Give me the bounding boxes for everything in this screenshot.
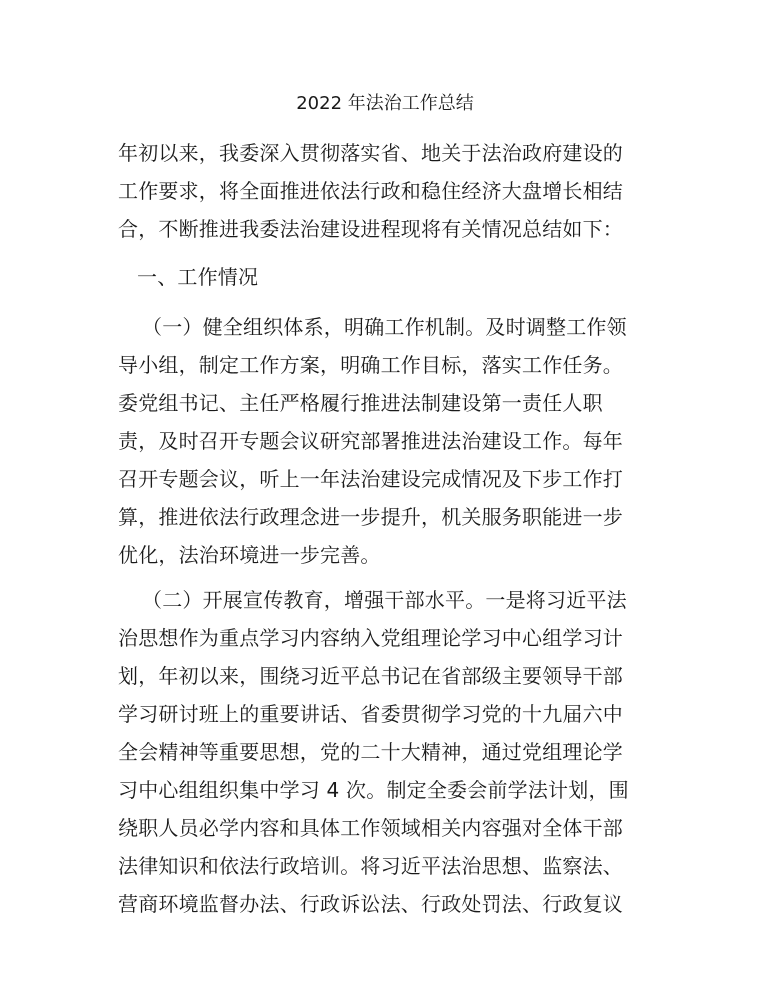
text-line: 合，不断推进我委法治建设进程现将有关情况总结如下： <box>118 217 623 241</box>
text-line: 营商环境监督办法、行政诉讼法、行政处罚法、行政复议 <box>118 892 623 916</box>
text-line: 习中心组组织集中学习 4 次。制定全委会前学法计划，围 <box>118 778 629 802</box>
text-line: 年初以来，我委深入贯彻落实省、地关于法治政府建设的 <box>118 141 623 165</box>
text-line: 全会精神等重要思想，党的二十大精神，通过党组理论学 <box>118 740 623 764</box>
text-line: 委党组书记、主任严格履行推进法制建设第一责任人职 <box>118 391 603 415</box>
text-line: 优化，法治环境进一步完善。 <box>118 543 381 567</box>
text-line: 治思想作为重点学习内容纳入党组理论学习中心组学习计 <box>118 626 623 650</box>
text-line: 划，年初以来，围绕习近平总书记在省部级主要领导干部 <box>118 664 623 688</box>
intro-paragraph <box>118 134 658 248</box>
text-line: 法律知识和依法行政培训。将习近平法治思想、监察法、 <box>118 854 623 878</box>
text-line: （一）健全组织体系，明确工作机制。及时调整工作领 <box>142 315 627 339</box>
paragraph-2 <box>118 581 658 923</box>
paragraph-1 <box>118 308 658 574</box>
text-line: 工作要求，将全面推进依法行政和稳住经济大盘增长相结 <box>118 179 623 203</box>
text-line: （二）开展宣传教育，增强干部水平。一是将习近平法 <box>142 588 627 612</box>
document-title: 2022 年法治工作总结 <box>296 93 474 114</box>
text-line: 导小组，制定工作方案，明确工作目标，落实工作任务。 <box>118 353 623 377</box>
text-line: 绕职人员必学内容和具体工作领域相关内容强对全体干部 <box>118 816 623 840</box>
text-line: 算，推进依法行政理念进一步提升，机关服务职能进一步 <box>118 505 623 529</box>
text-line: 召开专题会议，听上一年法治建设完成情况及下步工作打 <box>118 467 623 491</box>
section-heading <box>118 258 658 296</box>
heading-line: 一、工作情况 <box>137 265 259 289</box>
text-line: 责，及时召开专题会议研究部署推进法治建设工作。每年 <box>118 429 623 453</box>
text-line: 学习研讨班上的重要讲话、省委贯彻学习党的十九届六中 <box>118 702 623 726</box>
